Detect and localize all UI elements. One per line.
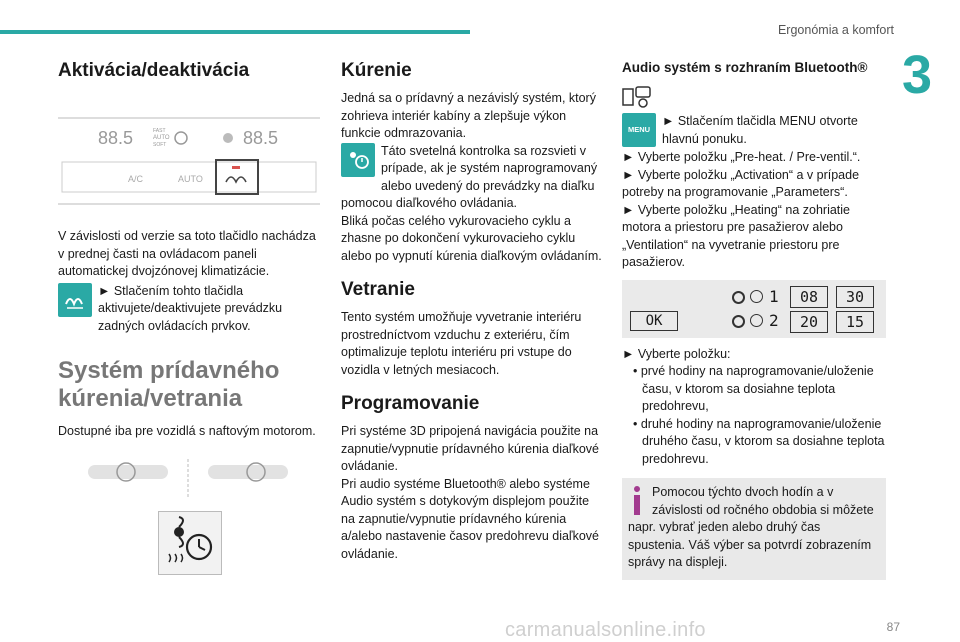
paragraph: Bliká počas celého vykurovacieho cyklu a zhasne po dokončení vykurovacieho cyklu alebo po vypnutí kúrenia diaľkovým ovládaním.: [341, 213, 602, 263]
record-dot-icon: [732, 315, 745, 328]
section-header: Ergonómia a komfort: [777, 23, 894, 37]
info-icon: [630, 486, 644, 516]
paragraph: Tento systém umožňuje vyvetranie interiéru prostredníctvom vzduchu z exteriéru, čím optimalizuje teplotu interiéru pri vstupe do vozidla v letných mesiacoch.: [341, 310, 582, 377]
ok-button[interactable]: OK: [630, 311, 678, 331]
svg-text:AUTO: AUTO: [153, 135, 170, 141]
paragraph: Pri systéme 3D pripojená navigácia použite na zapnutie/vypnutie prídavného kúrenia diaľkové ovládanie.: [341, 424, 599, 473]
paragraph: V závislosti od verzie sa toto tlačidlo nachádza v prednej časti na ovládacom paneli automatickej dvojzónovej klimatizácie.: [58, 229, 316, 278]
column-2: [341, 58, 603, 563]
page-number: 87: [886, 620, 900, 634]
info-box: [622, 478, 886, 580]
menu-button-icon: MENU: [622, 113, 656, 147]
paragraph: Dostupné iba pre vozidlá s naftovým motorom.: [58, 424, 316, 438]
svg-text:SOFT: SOFT: [153, 142, 167, 148]
paragraph: Jedná sa o prídavný a nezávislý systém, ktorý zohrieva interiér kabíny a zlepšuje výkon funkcie odmrazovania.: [341, 91, 596, 140]
info-text: Pomocou týchto dvoch hodín a v závislosti od ročného obdobia si môžete napr. vybrať jeden alebo druhý čas spustenia. Váš výber sa potvrdí zobrazením správy na displeji.: [628, 485, 874, 569]
paragraph: Pri audio systéme Bluetooth® alebo systéme Audio systém s dotykovým displejom použite na zapnutie/vypnutie prídavného kúrenia a/alebo nastavenie časov predohrevu diaľkové ovládanie.: [341, 476, 599, 561]
menu-instruction-row: [622, 113, 886, 148]
instruction-text: ► Vyberte položku:: [622, 346, 731, 361]
clock-1-minutes[interactable]: 30: [836, 286, 874, 308]
clock-icon: [750, 290, 763, 303]
heading-heating: Kúrenie: [341, 60, 412, 81]
rear-controls-icon: [58, 283, 92, 317]
svg-text:A/C: A/C: [128, 174, 144, 184]
svg-text:88.5: 88.5: [243, 128, 279, 148]
steering-illustration: [58, 457, 320, 501]
record-dot-icon: [732, 291, 745, 304]
instruction-text: ► Vyberte položku „Heating“ na zohriatie motora a priestoru pre pasažierov alebo „Ventilation“ na vyvetranie priestoru pre pasažierov.: [622, 202, 850, 269]
chapter-number: 3: [901, 45, 932, 105]
clock-2-hours[interactable]: 20: [790, 311, 828, 333]
clock-icon: [750, 314, 763, 327]
instruction-row: [58, 283, 320, 336]
instruction-text: ► Vyberte položku „Activation“ a v prípade potreby na programovanie „Parameters“.: [622, 167, 860, 199]
title-bluetooth-audio: Audio systém s rozhraním Bluetooth®: [622, 60, 868, 75]
top-accent-bar: [0, 30, 470, 34]
section-title-heater: Systém prídavného kúrenia/vetrania: [58, 357, 280, 412]
heater-timer-icon: [158, 511, 222, 575]
heading-ventilation: Vetranie: [341, 279, 415, 300]
column-1: [58, 58, 320, 575]
svg-text:FAST: FAST: [153, 128, 166, 134]
bullet-item: • prvé hodiny na naprogramovanie/uloženie času, v ktorom sa dosiahne teplota predohrevu,: [633, 364, 874, 413]
paragraph: Táto svetelná kontrolka sa rozsvieti v prípade, ak je systém naprogramovaný alebo uvedený do prevádzky na diaľku pomocou diaľkového ovládania.: [341, 143, 598, 210]
clock-2-minutes[interactable]: 15: [836, 311, 874, 333]
instruction-text: ► Vyberte položku „Pre-heat. / Pre-ventil.“.: [622, 150, 861, 164]
audio-system-icon: [622, 85, 652, 109]
watermark: carmanualsonline.info: [505, 619, 706, 641]
clock-screen: [622, 280, 886, 338]
clock-1-hours[interactable]: 08: [790, 286, 828, 308]
heater-indicator-icon: [341, 143, 375, 177]
svg-text:88.5: 88.5: [98, 128, 134, 148]
climate-panel-illustration: [58, 116, 320, 206]
svg-text:AUTO: AUTO: [178, 174, 203, 184]
instruction-text: ► Stlačením tlačidla MENU otvorte hlavnú ponuku.: [662, 114, 858, 146]
instruction-text: ► Stlačením tohto tlačidla aktivujete/deaktivujete prevádzku zadných ovládacích prvkov.: [98, 283, 283, 333]
warning-light-row: [341, 143, 603, 213]
title-activation: Aktivácia/deaktivácia: [58, 60, 250, 81]
heading-programming: Programovanie: [341, 393, 480, 414]
bullet-item: • druhé hodiny na naprogramovanie/uloženie druhého času, v ktorom sa dosiahne teplota predohrevu.: [633, 416, 885, 466]
column-3: [622, 58, 886, 580]
clock-1-label: 1: [769, 286, 779, 306]
clock-2-label: 2: [769, 310, 779, 330]
